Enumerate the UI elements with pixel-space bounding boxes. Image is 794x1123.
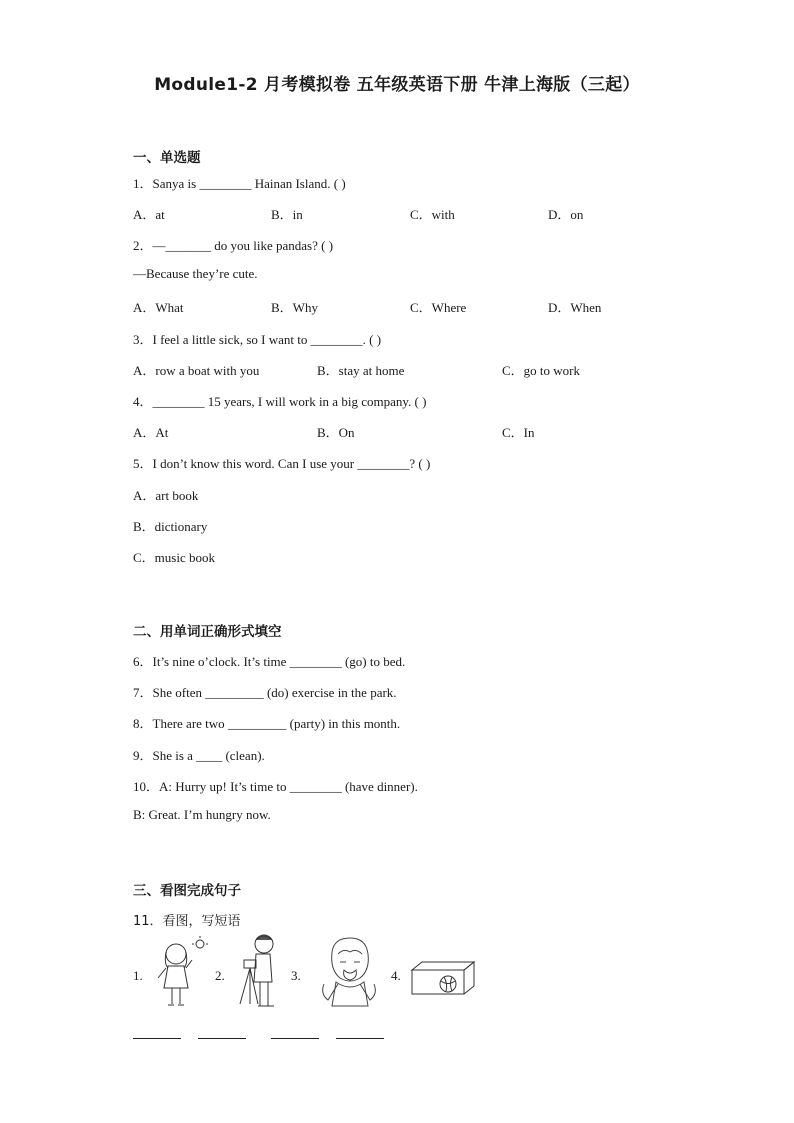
answer-blank-2[interactable] — [198, 1038, 246, 1039]
answer-blank-1[interactable] — [133, 1038, 181, 1039]
section-2-heading: 二、用单词正确形式填空 — [133, 624, 282, 640]
ball-in-box-picture — [408, 960, 478, 998]
question-2: 2．—_______ do you like pandas? ( ) — [133, 238, 334, 253]
question-2-reply: —Because they’re cute. — [133, 266, 258, 281]
picture-3-label: 3. — [291, 968, 301, 983]
question-6: 6．It’s nine o’clock. It’s time ________ (go) to bed. — [133, 654, 406, 669]
question-4: 4．________ 15 years, I will work in a big company. ( ) — [133, 394, 427, 409]
q2-option-b: B．Why — [271, 300, 318, 315]
q1-option-c: C．with — [410, 207, 455, 222]
question-11: 11．看图，写短语 — [133, 914, 241, 929]
q5-option-c: C．music book — [133, 550, 215, 565]
q1-option-d: D．on — [548, 207, 584, 222]
question-10-reply: B: Great. I’m hungry now. — [133, 807, 271, 822]
question-7: 7．She often _________ (do) exercise in the park. — [133, 685, 397, 700]
picture-4-label: 4. — [391, 968, 401, 983]
q5-option-b: B．dictionary — [133, 519, 208, 534]
picture-2-label: 2. — [215, 968, 225, 983]
section-1-heading: 一、单选题 — [133, 150, 201, 166]
question-10: 10．A: Hurry up! It’s time to ________ (have dinner). — [133, 779, 418, 794]
q2-option-c: C．Where — [410, 300, 467, 315]
q3-option-b: B．stay at home — [317, 363, 405, 378]
answer-blank-4[interactable] — [336, 1038, 384, 1039]
q5-option-a: A．art book — [133, 488, 199, 503]
question-8: 8．There are two _________ (party) in this month. — [133, 716, 401, 731]
page-title: Module1-2 月考模拟卷 五年级英语下册 牛津上海版（三起） — [154, 75, 640, 95]
question-1: 1．Sanya is ________ Hainan Island. ( ) — [133, 176, 346, 191]
q4-option-a: A．At — [133, 425, 169, 440]
q3-option-a: A．row a boat with you — [133, 363, 260, 378]
photographer-picture — [230, 932, 286, 1012]
q1-option-a: A．at — [133, 207, 165, 222]
q1-option-b: B．in — [271, 207, 303, 222]
section-3-heading: 三、看图完成句子 — [133, 883, 241, 899]
question-9: 9．She is a ____ (clean). — [133, 748, 265, 763]
picture-1-label: 1. — [133, 968, 143, 983]
question-3: 3．I feel a little sick, so I want to ________. ( ) — [133, 332, 382, 347]
question-5: 5．I don’t know this word. Can I use your ________? ( ) — [133, 456, 431, 471]
answer-blank-3[interactable] — [271, 1038, 319, 1039]
q2-option-a: A．What — [133, 300, 184, 315]
q4-option-b: B．On — [317, 425, 355, 440]
q3-option-c: C．go to work — [502, 363, 581, 378]
sick-boy-picture — [318, 934, 380, 1008]
q2-option-d: D．When — [548, 300, 602, 315]
girl-picture — [150, 934, 210, 1012]
q4-option-c: C．In — [502, 425, 535, 440]
